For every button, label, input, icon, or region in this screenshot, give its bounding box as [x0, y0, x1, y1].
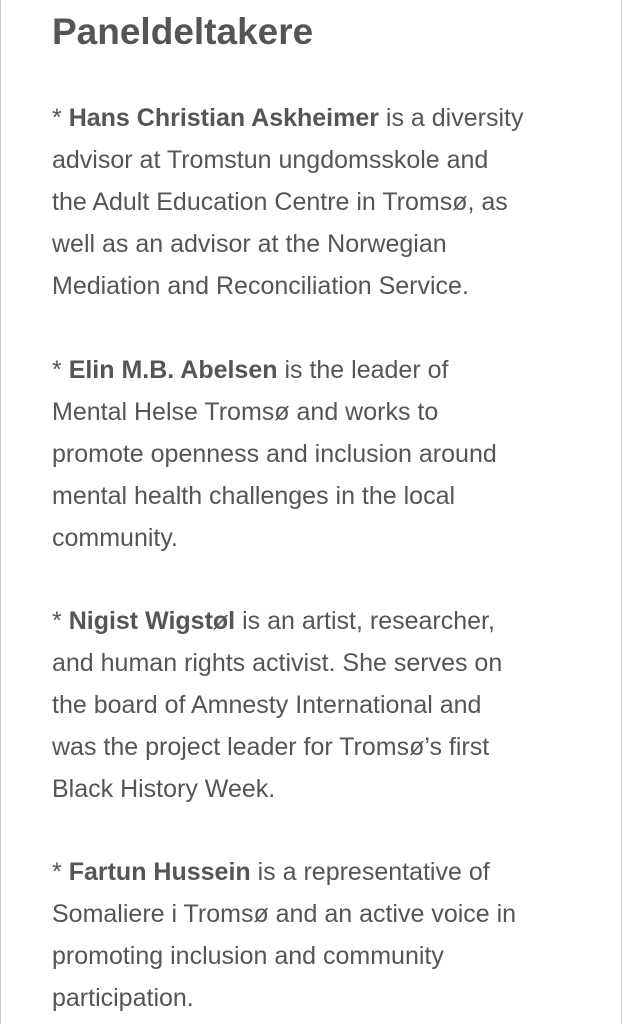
panelist-desc-line: participation.: [52, 984, 194, 1012]
bullet-prefix: *: [52, 607, 69, 635]
panelist-name: Hans Christian Askheimer: [68, 104, 379, 132]
bullet-prefix: *: [52, 858, 69, 886]
panelist-desc-line: and human rights activist. She serves on: [52, 649, 503, 677]
panelist-desc-line: the Adult Education Centre in Tromsø, as: [52, 188, 508, 216]
panelist-desc-line: is the leader of: [277, 356, 449, 384]
panelist-desc-line: well as an advisor at the Norwegian: [52, 230, 447, 258]
panelist-desc-line: promote openness and inclusion around: [52, 440, 497, 468]
panelist-entry: [52, 600, 612, 810]
panelist-desc-line: is a representative of: [250, 858, 490, 886]
panelist-desc-line: community.: [52, 524, 178, 552]
panelist-desc-line: is an artist, researcher,: [235, 607, 495, 635]
panelist-name: Fartun Hussein: [68, 858, 251, 886]
bullet-prefix: *: [52, 356, 69, 384]
bullet-prefix: *: [52, 104, 69, 132]
panelist-desc-line: Somaliere i Tromsø and an active voice in: [52, 900, 517, 928]
panelist-entry: [52, 851, 612, 1019]
panelist-entry: [52, 349, 612, 559]
panelist-name: Elin M.B. Abelsen: [68, 356, 278, 384]
panelist-desc-line: the board of Amnesty International and: [52, 691, 482, 719]
panelist-name: Nigist Wigstøl: [68, 607, 236, 635]
panelist-desc-line: Mediation and Reconciliation Service.: [52, 272, 469, 300]
panelist-desc-line: was the project leader for Tromsø’s first: [52, 733, 490, 761]
panelist-desc-line: mental health challenges in the local: [52, 482, 456, 510]
panelist-desc-line: is a diversity: [378, 104, 524, 132]
panelist-entry: [52, 97, 612, 307]
panelist-desc-line: Mental Helse Tromsø and works to: [52, 398, 439, 426]
page-title: Paneldeltakere: [52, 11, 314, 52]
panelist-desc-line: promoting inclusion and community: [52, 942, 444, 970]
panelist-desc-line: Black History Week.: [52, 775, 276, 803]
panelist-desc-line: advisor at Tromstun ungdomsskole and: [52, 146, 489, 174]
